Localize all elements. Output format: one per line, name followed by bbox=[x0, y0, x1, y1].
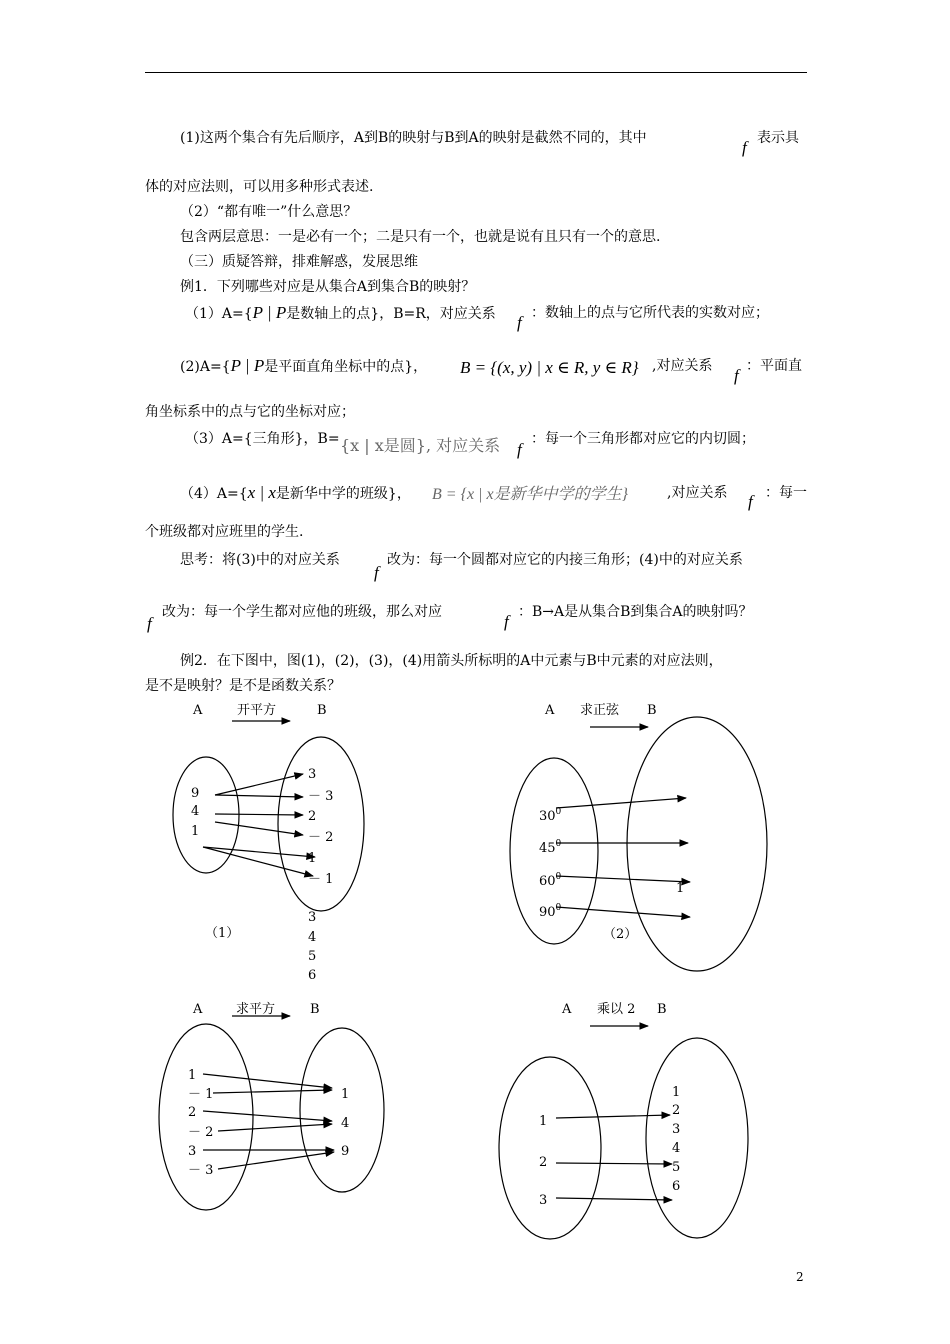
ex1-item-4: （4）A={x | x是新华中学的班级}， bbox=[180, 483, 411, 502]
mapping-arrow bbox=[203, 1074, 332, 1088]
mapping-arrow bbox=[556, 1198, 672, 1200]
set-a-element: 1 bbox=[539, 1114, 548, 1129]
set-a-element: 9 bbox=[191, 786, 200, 801]
set-b-element: 1 bbox=[676, 881, 685, 896]
example-2: 例2．在下图中，图(1)，(2)，(3)，(4)用箭头所标明的A中元素与B中元素的对应法则， bbox=[180, 653, 723, 669]
f-symbol: f bbox=[374, 563, 379, 582]
mapping-arrow bbox=[215, 774, 303, 795]
set-a-element: 1 bbox=[191, 824, 200, 839]
set-b-element: 4 bbox=[341, 1116, 350, 1131]
stray-number: 3 bbox=[308, 910, 317, 925]
set-b-element: 1 bbox=[341, 1087, 350, 1102]
set-b-ellipse bbox=[646, 1038, 748, 1238]
diagram-caption: （1） bbox=[205, 926, 240, 941]
page-number: 2 bbox=[796, 1270, 804, 1284]
mapping-arrow bbox=[556, 798, 686, 808]
ex1-item-2-end: ：平面直 bbox=[746, 358, 802, 374]
ex1-item-2: (2)A={P | P是平面直角坐标中的点}， bbox=[180, 356, 428, 375]
f-symbol: f bbox=[147, 614, 152, 633]
f-symbol: f bbox=[742, 138, 747, 157]
ex1-item-2-rel: ,对应关系 bbox=[652, 358, 713, 374]
set-a-ellipse bbox=[173, 757, 239, 873]
rule-label: 开平方 bbox=[237, 703, 277, 718]
set-students: B = {x | x是新华中学的学生} bbox=[432, 486, 628, 503]
set-a-label: A bbox=[193, 1002, 203, 1017]
set-b-ellipse bbox=[300, 1028, 384, 1192]
think-1-end: 改为：每一个圆都对应它的内接三角形；(4)中的对应关系 bbox=[387, 552, 743, 568]
f-symbol: f bbox=[517, 313, 522, 332]
set-a-element: $90^0$ bbox=[539, 903, 562, 920]
think-2-end: ：B→A是从集合B到集合A的映射吗？ bbox=[518, 604, 753, 620]
set-a-element: 2 bbox=[188, 1105, 197, 1120]
set-a-label: A bbox=[193, 703, 203, 718]
set-a-element: － 3 bbox=[188, 1163, 214, 1178]
para-1-end: 表示具 bbox=[757, 130, 799, 146]
set-a-element: 3 bbox=[539, 1193, 548, 1208]
mapping-arrow bbox=[556, 1163, 672, 1164]
para-1: (1)这两个集合有先后顺序，A到B的映射与B到A的映射是截然不同的，其中 bbox=[180, 130, 647, 146]
stray-number: 4 bbox=[308, 930, 317, 945]
example-1: 例1．下列哪些对应是从集合A到集合B的映射？ bbox=[180, 279, 476, 295]
set-b-element: 1 bbox=[672, 1085, 681, 1100]
set-b-element: 3 bbox=[672, 1122, 681, 1137]
mapping-arrow bbox=[215, 814, 303, 815]
f-symbol: f bbox=[748, 492, 753, 511]
set-b-element: 4 bbox=[672, 1141, 681, 1156]
set-a-element: $60^0$ bbox=[539, 872, 562, 889]
set-b-label: B bbox=[647, 703, 657, 718]
think-1: 思考：将(3)中的对应关系 bbox=[180, 552, 340, 568]
set-a-element: － 1 bbox=[188, 1087, 214, 1102]
f-symbol: f bbox=[504, 612, 509, 631]
rule-label: 求平方 bbox=[236, 1002, 276, 1017]
set-b-element: 2 bbox=[308, 809, 317, 824]
mapping-arrow bbox=[218, 1152, 334, 1169]
answer-2: 包含两层意思：一是必有一个；二是只有一个，也就是说有且只有一个的意思. bbox=[180, 229, 661, 245]
f-symbol: f bbox=[517, 440, 522, 459]
set-a-label: A bbox=[562, 1002, 572, 1017]
ex1-item-4-cont: 个班级都对应班里的学生. bbox=[145, 524, 304, 540]
set-b-ellipse bbox=[627, 717, 767, 971]
diagram-caption: （2） bbox=[603, 927, 638, 942]
rule-label: 求正弦 bbox=[580, 703, 620, 718]
ex1-item-4-end: ：每一 bbox=[765, 485, 807, 501]
ex1-item-2-cont: 角坐标系中的点与它的坐标对应； bbox=[145, 404, 355, 420]
mapping-arrow bbox=[213, 1090, 332, 1093]
set-b-element: 2 bbox=[672, 1103, 681, 1118]
set-a-element: 1 bbox=[188, 1068, 197, 1083]
set-a-element: $30^0$ bbox=[539, 807, 562, 824]
set-b-label: B bbox=[657, 1002, 667, 1017]
ex1-item-1: （1）A={P | P是数轴上的点}，B=R，对应关系 bbox=[185, 303, 496, 322]
set-a-ellipse bbox=[159, 1024, 253, 1210]
ex1-item-3-end: ：每一个三角形都对应它的内切圆； bbox=[531, 431, 755, 447]
think-2: 改为：每一个学生都对应他的班级，那么对应 bbox=[162, 604, 442, 620]
mapping-arrow bbox=[556, 907, 690, 917]
section-heading: （三）质疑答辩，排难解惑，发展思维 bbox=[180, 254, 418, 270]
mapping-arrow bbox=[556, 876, 690, 882]
set-b-label: B bbox=[317, 703, 327, 718]
example-2-cont: 是不是映射？是不是函数关系？ bbox=[145, 678, 341, 694]
stray-number: 5 bbox=[308, 949, 317, 964]
set-b-label: B bbox=[310, 1002, 320, 1017]
set-circles: {x | x是圆}, 对应关系 bbox=[340, 436, 501, 455]
set-b-element: 6 bbox=[672, 1179, 681, 1194]
set-a-label: A bbox=[545, 703, 555, 718]
set-b-pairs: B = {(x, y) | x ∈ R, y ∈ R} bbox=[460, 358, 639, 377]
mapping-arrow bbox=[556, 1115, 670, 1118]
set-a-ellipse bbox=[499, 1057, 601, 1239]
set-b-element: － 3 bbox=[308, 789, 334, 804]
set-b-element: 5 bbox=[672, 1160, 681, 1175]
set-a-element: $45^0$ bbox=[539, 839, 562, 856]
set-b-element: 3 bbox=[308, 767, 317, 782]
set-b-element: － 2 bbox=[308, 830, 334, 845]
stray-number: 6 bbox=[308, 968, 317, 983]
f-symbol: f bbox=[734, 366, 739, 385]
mapping-arrow bbox=[215, 795, 303, 797]
rule-label: 乘以 2 bbox=[597, 1002, 636, 1017]
mapping-arrow bbox=[203, 1111, 332, 1121]
question-2: （2）“都有唯一”什么意思？ bbox=[180, 204, 358, 220]
ex1-item-1-end: ：数轴上的点与它所代表的实数对应； bbox=[531, 305, 769, 321]
set-a-element: － 2 bbox=[188, 1125, 214, 1140]
ex1-item-4-rel: ,对应关系 bbox=[667, 485, 728, 501]
set-a-element: 3 bbox=[188, 1144, 197, 1159]
set-b-element: － 1 bbox=[308, 872, 334, 887]
set-a-element: 2 bbox=[539, 1155, 548, 1170]
set-b-element: 9 bbox=[341, 1144, 350, 1159]
para-1-cont: 体的对应法则，可以用多种形式表述. bbox=[145, 179, 374, 195]
mapping-arrow bbox=[215, 822, 303, 835]
set-b-element: 1 bbox=[308, 851, 317, 866]
mapping-arrow bbox=[218, 1124, 332, 1131]
ex1-item-3: （3）A={三角形}，B= bbox=[185, 431, 340, 447]
set-a-element: 4 bbox=[191, 804, 200, 819]
